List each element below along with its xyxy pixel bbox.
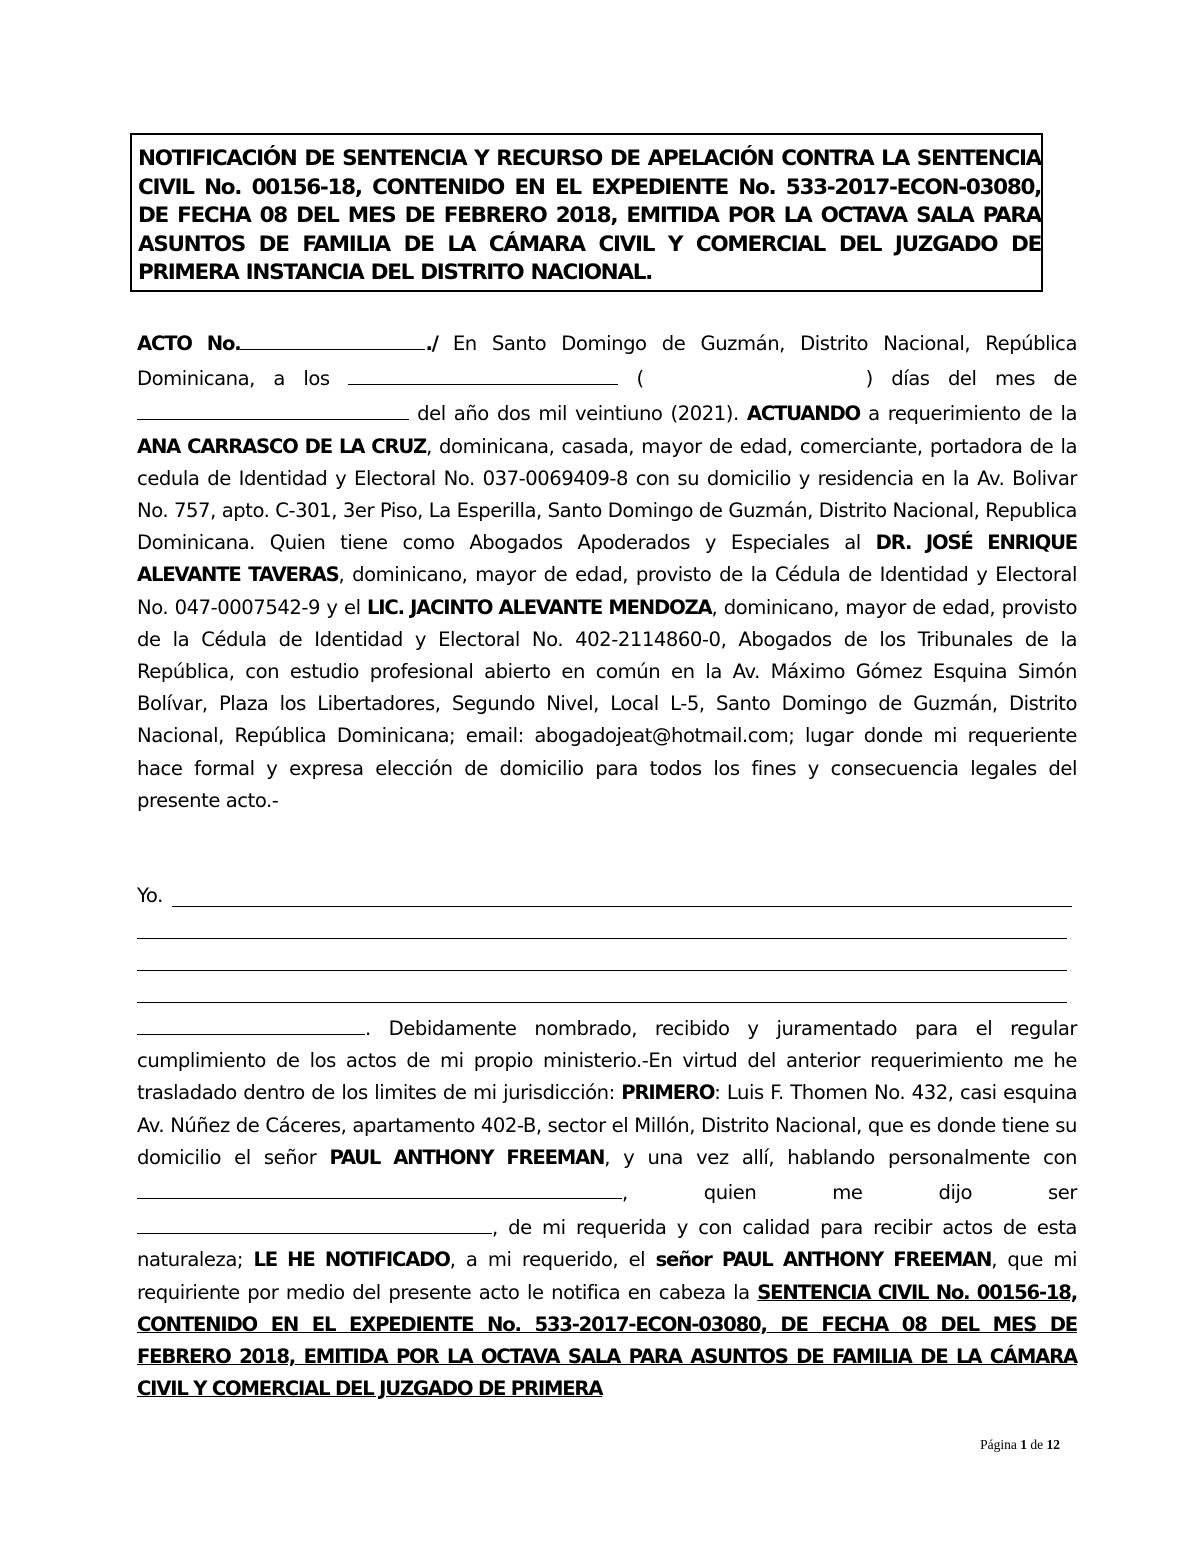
- acto-text-2: del año dos mil veintiuno (2021).: [409, 402, 747, 426]
- second-text-4: , quien me dijo ser: [622, 1181, 1077, 1205]
- acto-text-6: , dominicano, mayor de edad, provisto de la Cédula de Identidad y Electoral No. 402-2114860-0, Abogados de los Tribunales de la República, con estudio profesional abierto en común en la Av. Máximo Gómez Esquina Simón Bolívar, Plaza los Libertadores, Segundo Nivel, Local L-5, Santo Domingo de Guzmán, Distrito Nacional, República Dominicana; email: abogadojeat@hotmail.com; lugar donde mi requeriente hace formal y expresa elección de domicilio para todos los fines y consecuencia legales del presente acto.-: [137, 595, 1077, 812]
- paren-close: ) días del mes de: [847, 367, 1077, 391]
- yo-blank-2: [137, 938, 1067, 939]
- acto-number-blank: [240, 325, 425, 350]
- requerido-name: PAUL ANTHONY FREEMAN: [329, 1145, 605, 1169]
- page-number: 1: [1020, 1437, 1027, 1452]
- calidad-blank: [137, 1209, 492, 1234]
- yo-blank-1: [172, 906, 1072, 907]
- days-blank: [348, 360, 618, 385]
- paren-open: (: [618, 367, 663, 391]
- acto-paragraph: [137, 325, 1077, 817]
- page-total: 12: [1046, 1437, 1060, 1452]
- notificado-label: LE HE NOTIFICADO: [253, 1248, 450, 1272]
- abogado-2-name: LIC. JACINTO ALEVANTE MENDOZA: [367, 595, 712, 619]
- acto-text-1: En Santo Domingo de Guzmán, Distrito Nacional, República Dominicana, a los: [137, 332, 1077, 391]
- abogado-1-name: DR. JOSÉ ENRIQUE ALEVANTE TAVERAS: [137, 531, 1077, 587]
- page-footer: [940, 1437, 1060, 1453]
- sentencia-reference: SENTENCIA CIVIL No. 00156-18, CONTENIDO EN EL EXPEDIENTE No. 533-2017-ECON-03080, DE FECHA 08 DEL MES DE FEBRERO 2018, EMITIDA POR LA OCTAVA SALA PARA ASUNTOS DE FAMILIA DE LA CÁMARA CIVIL Y COMERCIAL DEL JUZGADO DE PRIMERA: [137, 1280, 1077, 1401]
- acto-slash: ./: [425, 332, 438, 355]
- primero-label: PRIMERO: [621, 1081, 715, 1105]
- second-text-3: , y una vez allí, hablando personalmente con: [604, 1145, 1078, 1169]
- second-text-1: . Debidamente nombrado, recibido y juramentado para el regular cumplimiento de los actos de mi propio ministerio.-En virtud del anterior requerimiento me he trasladado dentro de los limites de mi jurisdicción:: [137, 1017, 1077, 1105]
- acto-text-4: , dominicana, casada, mayor de edad, comerciante, portadora de la cedula de Identidad y Electoral No. 037-0069409-8 con su domicilio y residencia en la Av. Bolivar No. 757, apto. C-301, 3er Piso, La Esperilla, Santo Domingo de Guzmán, Distrito Nacional, Republica Dominicana. Quien tiene como Abogados Apoderados y Especiales al: [137, 434, 1078, 555]
- hablando-blank: [137, 1174, 622, 1199]
- second-text-2: : Luis F. Thomen No. 432, casi esquina Av. Núñez de Cáceres, apartamento 402-B, sector el Millón, Distrito Nacional, que es donde tiene su domicilio el señor: [137, 1081, 1077, 1169]
- acto-label: ACTO No.: [137, 332, 241, 355]
- second-text-7: , que mi requiriente por medio del presente acto le notifica en cabeza la: [137, 1248, 1078, 1304]
- yo-blank-3: [137, 970, 1067, 971]
- document-title: NOTIFICACIÓN DE SENTENCIA Y RECURSO DE APELACIÓN CONTRA LA SENTENCIA CIVIL No. 00156-18, CONTENIDO EN EL EXPEDIENTE No. 533-2017-ECON-03080, DE FECHA 08 DEL MES DE FEBRERO 2018, EMITIDA POR LA OCTAVA SALA PARA ASUNTOS DE FAMILIA DE LA CÁMARA CIVIL Y COMERCIAL DEL JUZGADO DE PRIMERA INSTANCIA DEL DISTRITO NACIONAL.: [138, 146, 1041, 285]
- title-box: [130, 133, 1043, 292]
- acto-text-5: , dominicano, mayor de edad, provisto de la Cédula de Identidad y Electoral No. 047-0007542-9 y el: [137, 563, 1077, 619]
- second-text-6: , a mi requerido, el: [449, 1248, 656, 1272]
- actuando-label: ACTUANDO: [746, 402, 860, 426]
- yo-line: [137, 880, 1077, 912]
- yo-blank-4: [137, 1002, 1067, 1003]
- senor-name: señor PAUL ANTHONY FREEMAN: [655, 1248, 992, 1272]
- month-blank: [137, 395, 409, 420]
- requiriente-name: ANA CARRASCO DE LA CRUZ: [137, 434, 427, 458]
- page-label: Página: [980, 1437, 1021, 1452]
- second-text-5: , de mi requerida y con calidad para recibir actos de esta naturaleza;: [137, 1216, 1077, 1272]
- page-de: de: [1027, 1437, 1047, 1452]
- alguacil-blank: [137, 1010, 365, 1035]
- acto-text-3: a requerimiento de la: [860, 402, 1077, 426]
- notification-paragraph: [137, 1010, 1077, 1405]
- yo-label: Yo.: [137, 884, 163, 907]
